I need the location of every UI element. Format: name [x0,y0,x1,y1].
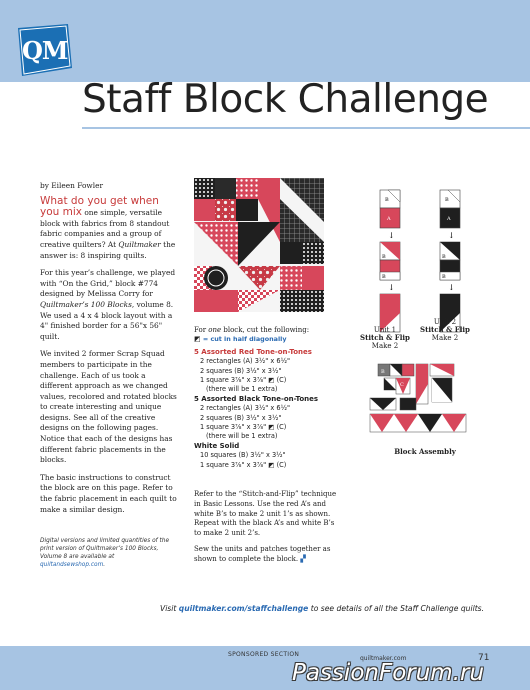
arrow-down-icon: ↓ [388,231,395,240]
site-url[interactable]: quiltmaker.com [360,655,407,662]
page-number: 71 [478,653,490,663]
cut-item: 10 squares (B) 3½" x 3½" [200,451,286,460]
unit1-make: Make 2 [371,342,399,350]
logo-text: QM [22,36,68,65]
instructions-p1: Refer to the “Stitch-and-Flip” technique in Basic Lessons. Use the red A’s and white B’s to make 2 unit 1’s as shown. Repeat with the black A’s and white B’s to make 2 unit 2’s. [194,490,337,538]
footnote-text: Digital versions and limited quantities of the print version of Quiltmaker’s 100 Blocks, Volume 8 are available at [40,538,170,560]
unit2-sub: Stitch & Flip [420,325,470,334]
footnote-link[interactable]: quiltandsewshop.com [40,562,104,568]
group-heading: White Solid [194,441,240,450]
unit1-sub: Stitch & Flip [360,333,410,342]
article-column [40,181,178,522]
cut-item: 2 rectangles (A) 3½" x 6½" [200,357,291,366]
letter-b: B [445,197,449,203]
footnote-end: . [103,562,106,568]
unit1-diagram [380,190,400,332]
unit2-diagram [440,190,460,332]
letter-b: B [382,254,386,260]
cut-item: 1 square 3⅞" x 3⅞" ◩ (C) [200,423,287,432]
intro-italic: one [208,326,222,334]
end-mark-icon: ▞ [300,554,306,563]
cut-item: 2 squares (B) 3½" x 3½" [200,413,282,422]
cut-legend [194,335,342,344]
group-heading: 5 Assorted Black Tone-on-Tones [194,394,319,403]
letter-b: B [442,254,446,260]
lead-colored: What do you get when you mix [40,194,159,219]
unit2-title: Unit 2 [433,318,457,326]
letter-b: B [385,197,389,203]
p2-b: , volume 8. We used a 4 x 4 block layout with a 4" finished border for a 56"x 56" quilt. [40,299,174,341]
letter-a: A [447,216,451,222]
letter-c: C [400,382,404,388]
paragraph-3: We invited 2 former Scrap Squad members to participate in the challenge. Each of us took a different approach as we changed values, recolored and rotated blocks to create interesting and unique designs. See all of the creative designs on the following pages. Notice that each of the designs has different fabric placements in the blocks. [40,349,177,465]
unit2-make: Make 2 [431,334,459,342]
visit-line [160,604,484,613]
unit2-label [420,318,470,342]
cutting-intro [194,326,342,335]
arrow-down-icon: ↓ [388,283,395,292]
letter-b: B [382,274,386,280]
visit-link[interactable]: quiltmaker.com/staffchallenge [178,604,309,613]
group-heading: 5 Assorted Red Tone-on-Tones [194,347,312,356]
paragraph-4: The basic instructions to construct the block are on this page. Refer to the fabric placement in each quilt to make a similar design. [40,472,177,514]
watermark: PassionForum.ru [292,660,485,686]
paragraph-2 [40,268,178,342]
lead-rest: one simple, versatile block with fabrics from 8 standout fabric companies and a group of creative quilters? At [40,208,170,249]
legend-text: = cut in half diagonally [202,335,287,344]
instructions-p2 [194,545,342,565]
intro-b: block, cut the following: [221,326,310,334]
letter-b: B [381,369,385,375]
cut-note: (there will be 1 extra) [206,385,278,394]
assembly-label: Block Assembly [394,447,456,456]
title-rule [82,127,530,129]
arrow-down-icon: ↓ [448,231,455,240]
lead-paragraph [40,196,178,262]
page-title: Staff Block Challenge [82,77,489,122]
instructions-column [194,490,342,571]
unit1-title: Unit 1 [373,326,397,334]
cut-note: (there will be 1 extra) [206,432,278,441]
unit1-label [360,326,410,350]
quilt-block-photo [194,178,324,312]
visit-b: to see details of all the Staff Challenge quilts. [308,604,485,613]
cut-item: 1 square 3⅞" x 3⅞" ◩ (C) [200,376,287,385]
cut-item: 1 square 3⅞" x 3⅞" ◩ (C) [200,460,287,469]
lead-end: the answer is: 8 inspiring quilts. [40,239,176,260]
byline: by Eileen Fowler [40,181,104,190]
header-band [0,0,530,82]
cut-item: 2 squares (B) 3½" x 3½" [200,366,282,375]
lead-italic: Quiltmaker [118,239,161,249]
intro-a: For [194,326,209,334]
sponsored-label: SPONSORED SECTION [228,651,300,658]
instructions-p2-text: Sew the units and patches together as shown to complete the block. [194,544,331,563]
cutting-column [194,326,342,470]
letter-b: B [442,274,446,280]
block-assembly-diagram [370,364,466,432]
cut-item: 2 rectangles (A) 3½" x 6½" [200,404,291,413]
letter-a: A [387,216,391,222]
footnote [40,537,178,569]
diagonal-cut-icon: ◩ [194,335,201,344]
visit-a: Visit [160,604,179,613]
arrow-down-icon: ↓ [448,283,455,292]
p2-a: For this year’s challenge, we played with “On the Grid,” block #774 designed by Melissa Corry for [40,268,176,299]
p2-italic: Quiltmaker’s 100 Blocks [40,299,132,309]
